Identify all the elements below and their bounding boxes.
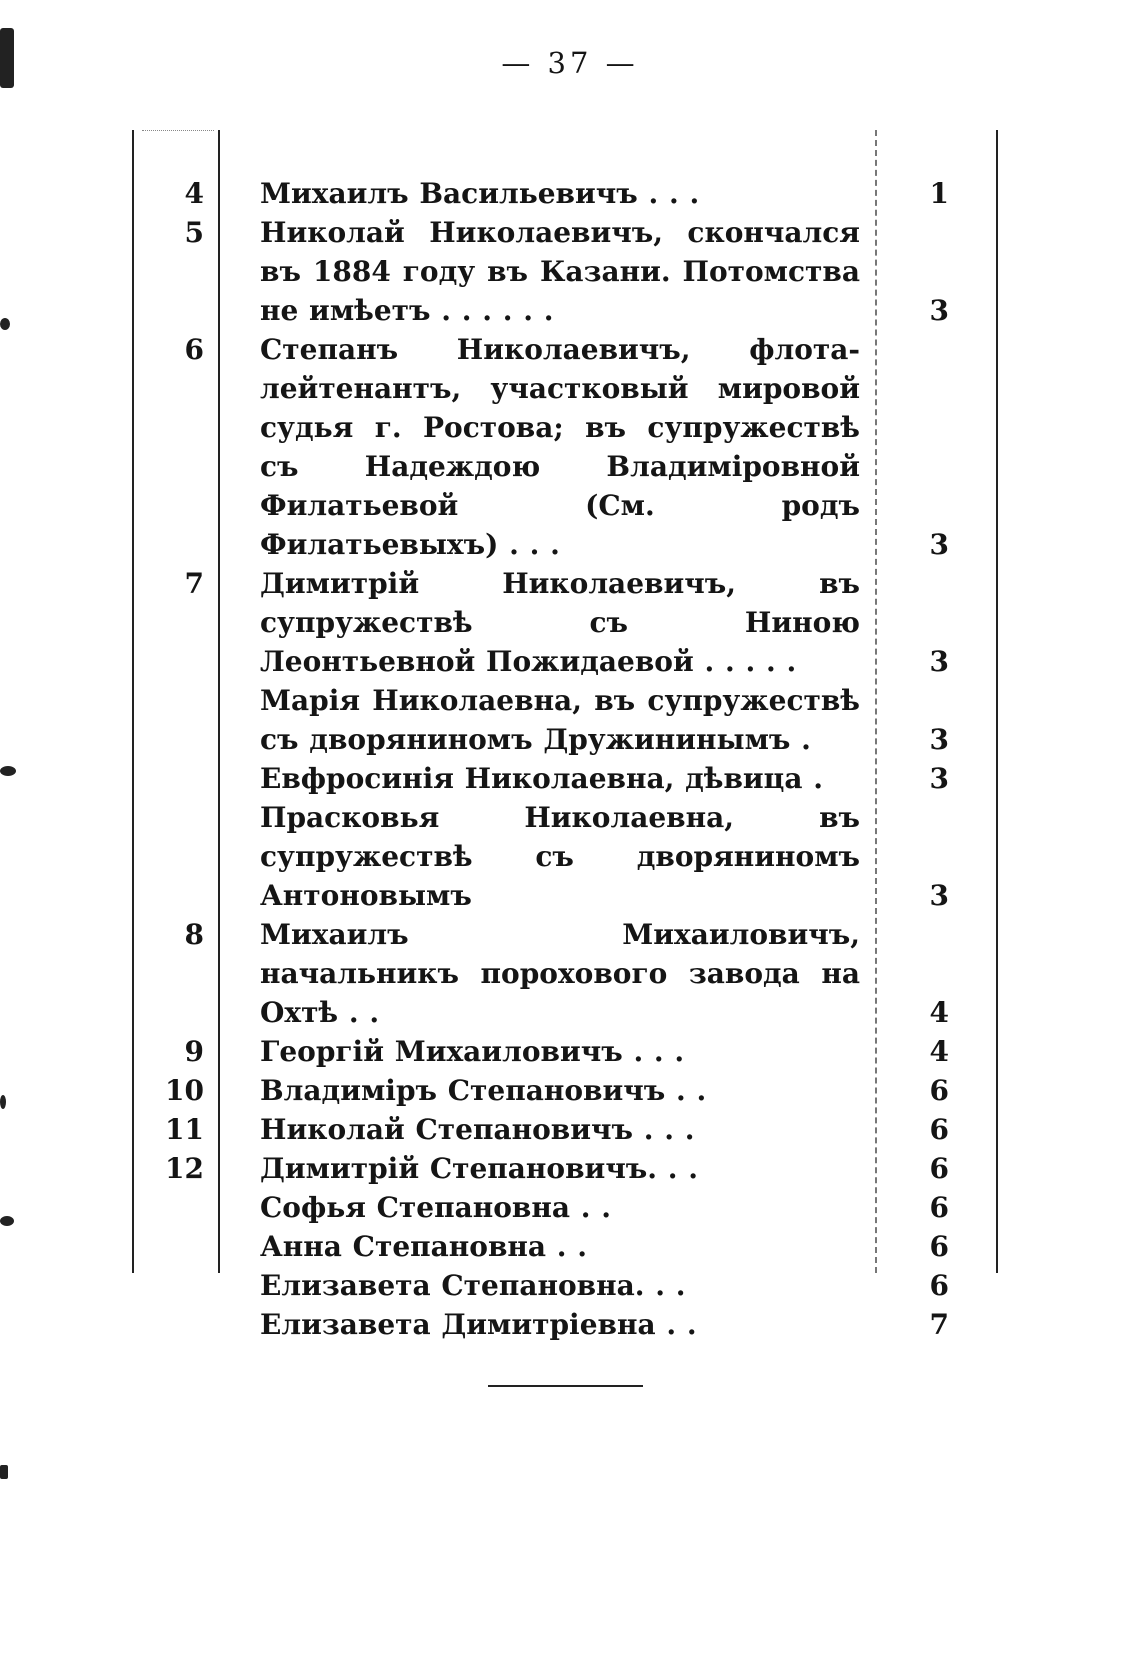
entry-text: Георгій Михаиловичъ . . . <box>260 1035 685 1068</box>
entry-reference: 6 <box>929 1113 949 1146</box>
entry-number: 6 <box>184 333 204 366</box>
entry-number: 11 <box>165 1113 204 1146</box>
entry-reference: 3 <box>929 762 949 795</box>
entry-text: Владиміръ Степановичъ . . <box>260 1074 707 1107</box>
entry-reference: 6 <box>929 1074 949 1107</box>
entry-reference: 6 <box>929 1230 949 1263</box>
entry-row <box>132 330 997 564</box>
entry-text: Елизавета Степановна. . . <box>260 1269 686 1302</box>
entry-row <box>132 213 997 330</box>
entry-reference: 1 <box>929 177 949 210</box>
scan-speck <box>0 766 16 776</box>
entry-row <box>132 1110 997 1149</box>
entry-reference: 4 <box>929 1035 949 1068</box>
entry-text: Анна Степановна . . <box>260 1230 588 1263</box>
entry-text: Николай Николаевичъ, скончался въ 1884 году въ Казани. Потомства не имѣетъ . . . . . . <box>260 216 860 327</box>
entry-reference: 3 <box>929 528 949 561</box>
entry-row <box>132 1266 997 1305</box>
genealogy-table <box>132 130 997 1341</box>
entry-text: Димитрій Николаевичъ, въ супружествѣ съ Ниною Леонтьевной Пожидаевой . . . . . <box>260 567 860 678</box>
entry-row <box>132 915 997 1032</box>
entry-text: Димитрій Степановичъ. . . <box>260 1152 699 1185</box>
entry-text: Степанъ Николаевичъ, флота-лейтенантъ, участковый мировой судья г. Ростова; въ супружествѣ съ Надеждою Владиміровной Филатьевой (См. родъ Филатьевыхъ) . . . <box>260 333 860 561</box>
entry-text: Михаилъ Михаиловичъ, начальникъ порохового завода на Охтѣ . . <box>260 918 860 1029</box>
entry-reference: 6 <box>929 1191 949 1224</box>
entry-reference: 6 <box>929 1152 949 1185</box>
entry-number: 7 <box>184 567 204 600</box>
entry-number: 4 <box>184 177 204 210</box>
entry-reference: 3 <box>929 879 949 912</box>
scan-speck <box>0 1465 8 1479</box>
entry-reference: 3 <box>929 723 949 756</box>
entry-reference: 3 <box>929 645 949 678</box>
entry-row <box>132 681 997 759</box>
entry-reference: 4 <box>929 996 949 1029</box>
entry-text: Елизавета Димитріевна . . <box>260 1308 697 1341</box>
entry-row <box>132 1032 997 1071</box>
entry-row <box>132 798 997 915</box>
entry-reference: 3 <box>929 294 949 327</box>
entry-number: 5 <box>184 216 204 249</box>
entry-text: Прасковья Николаевна, въ супружествѣ съ дворяниномъ Антоновымъ <box>260 801 860 912</box>
entry-text: Марія Николаевна, въ супружествѣ съ дворяниномъ Дружининымъ . <box>260 684 860 756</box>
entry-row <box>132 759 997 798</box>
entry-row <box>132 564 997 681</box>
entry-row <box>132 1305 997 1344</box>
entry-number: 9 <box>184 1035 204 1068</box>
entry-row <box>132 174 997 213</box>
entry-row <box>132 1149 997 1188</box>
entry-reference: 7 <box>929 1308 949 1341</box>
scan-speck <box>0 28 14 88</box>
entry-list <box>132 174 997 1344</box>
entry-row <box>132 1071 997 1110</box>
entry-text: Евфросинія Николаевна, дѣвица . <box>260 762 823 795</box>
entry-number: 10 <box>165 1074 204 1107</box>
scan-speck <box>0 1216 14 1226</box>
entry-row <box>132 1227 997 1266</box>
page-number: — 37 — <box>501 46 639 80</box>
entry-number: 12 <box>165 1152 204 1185</box>
table-top-dash <box>142 130 214 131</box>
scan-speck <box>0 1095 6 1109</box>
entry-text: Михаилъ Васильевичъ . . . <box>260 177 700 210</box>
scan-speck <box>0 318 10 330</box>
end-of-section-rule <box>488 1385 643 1387</box>
entry-reference: 6 <box>929 1269 949 1302</box>
entry-text: Софья Степановна . . <box>260 1191 611 1224</box>
entry-text: Николай Степановичъ . . . <box>260 1113 695 1146</box>
entry-row <box>132 1188 997 1227</box>
entry-number: 8 <box>184 918 204 951</box>
